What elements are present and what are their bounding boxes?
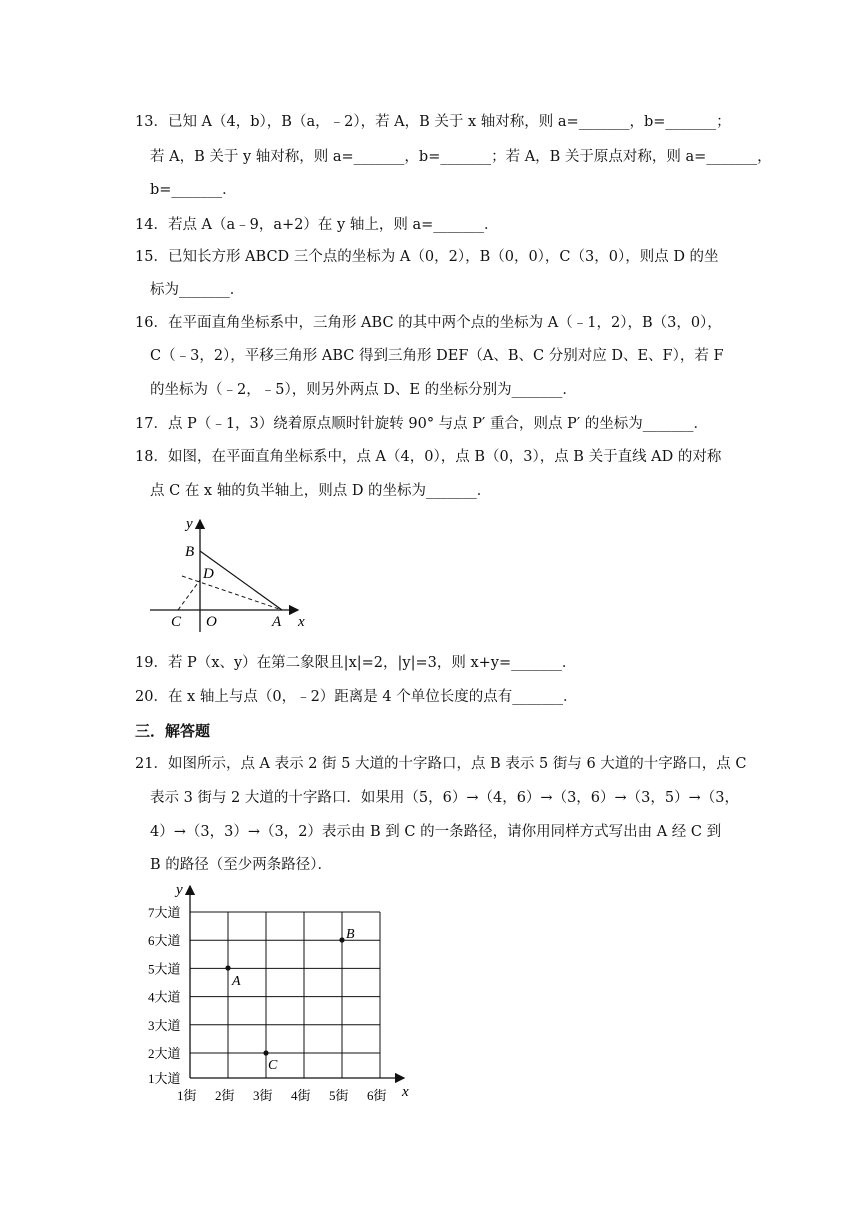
label-y: y <box>176 882 183 898</box>
q13-line1: 13．已知 A（4，b），B（a，﹣2），若 A，B 关于 x 轴对称，则 a=_______，b=_______； <box>135 114 731 130</box>
street-label: 4街 <box>291 1088 311 1103</box>
q21-line3: 4）→（3，3）→（3，2）表示由 B 到 C 的一条路径，请你用同样方式写出由 A 经 C 到 <box>150 824 722 840</box>
label-x: x <box>298 614 305 630</box>
q17-line1: 17．点 P（﹣1，3）绕着原点顺时针旋转 90° 与点 P′ 重合，则点 P′ 的坐标为_______． <box>135 416 708 432</box>
avenue-label: 3大道 <box>148 1017 181 1033</box>
q16-line1: 16．在平面直角坐标系中，三角形 ABC 的其中两个点的坐标为 A（﹣1，2），B（3，0）， <box>135 315 722 331</box>
label-d: D <box>203 566 214 582</box>
avenue-label: 5大道 <box>148 961 181 977</box>
label-c: C <box>171 614 182 630</box>
avenue-label: 4大道 <box>148 989 181 1005</box>
segment-ad-dashed <box>182 576 282 610</box>
street-label: 6街 <box>367 1088 387 1103</box>
street-label: 5街 <box>329 1088 349 1103</box>
label-point-b: B <box>346 927 355 942</box>
label-point-a: A <box>232 974 241 989</box>
segment-cd-dashed <box>178 580 200 610</box>
q21-line2: 表示 3 街与 2 大道的十字路口．如果用（5，6）→（4，6）→（3，6）→（3，5）→（3， <box>150 790 740 806</box>
label-y: y <box>186 516 193 532</box>
q13-line2: 若 A，B 关于 y 轴对称，则 a=_______，b=_______；若 A，B 关于原点对称，则 a=_______， <box>150 149 772 165</box>
q19-line1: 19．若 P（x、y）在第二象限且|x|=2，|y|=3，则 x+y=_______． <box>135 655 577 671</box>
q15-line1: 15．已知长方形 ABCD 三个点的坐标为 A（0，2），B（0，0），C（3，0），则点 D 的坐 <box>135 249 719 265</box>
section-title: 三．解答题 <box>135 722 211 740</box>
avenue-label: 6大道 <box>148 933 181 949</box>
q21-line1: 21．如图所示，点 A 表示 2 街 5 大道的十字路口，点 B 表示 5 街与 6 大道的十字路口，点 C <box>135 756 747 772</box>
q16-line2: C（﹣3，2），平移三角形 ABC 得到三角形 DEF（A、B、C 分别对应 D、E、F），若 F <box>150 348 724 364</box>
avenue-label: 2大道 <box>148 1046 181 1061</box>
avenue-label: 1大道 <box>148 1071 181 1086</box>
point-c <box>263 1050 268 1055</box>
label-point-c: C <box>268 1058 278 1073</box>
label-x: x <box>402 1084 409 1100</box>
label-o: O <box>206 614 217 630</box>
label-a: A <box>272 614 282 630</box>
street-label: 1街 <box>177 1088 197 1103</box>
avenue-label: 7大道 <box>148 905 181 920</box>
q21-line4: B 的路径（至少两条路径）． <box>150 857 333 873</box>
q15-line2: 标为_______． <box>150 282 245 298</box>
point-a <box>225 965 230 970</box>
q20-line1: 20．在 x 轴上与点（0，﹣2）距离是 4 个单位长度的点有_______． <box>135 689 578 705</box>
street-label: 2街 <box>215 1088 235 1103</box>
q14-line1: 14．若点 A（a﹣9，a+2）在 y 轴上，则 a=_______． <box>135 217 499 233</box>
q13-line3: b=_______． <box>150 182 237 198</box>
street-label: 3街 <box>253 1088 273 1103</box>
q16-line3: 的坐标为（﹣2，﹣5），则另外两点 D、E 的坐标分别为_______． <box>150 382 577 398</box>
label-b: B <box>185 544 195 560</box>
q18-line2: 点 C 在 x 轴的负半轴上，则点 D 的坐标为_______． <box>150 483 492 499</box>
figure-21-grid <box>148 880 420 1108</box>
point-b <box>339 937 344 942</box>
q18-line1: 18．如图，在平面直角坐标系中，点 A（4，0），点 B（0，3），点 B 关于直线 AD 的对称 <box>135 449 722 465</box>
figure-18-diagram <box>148 514 314 634</box>
